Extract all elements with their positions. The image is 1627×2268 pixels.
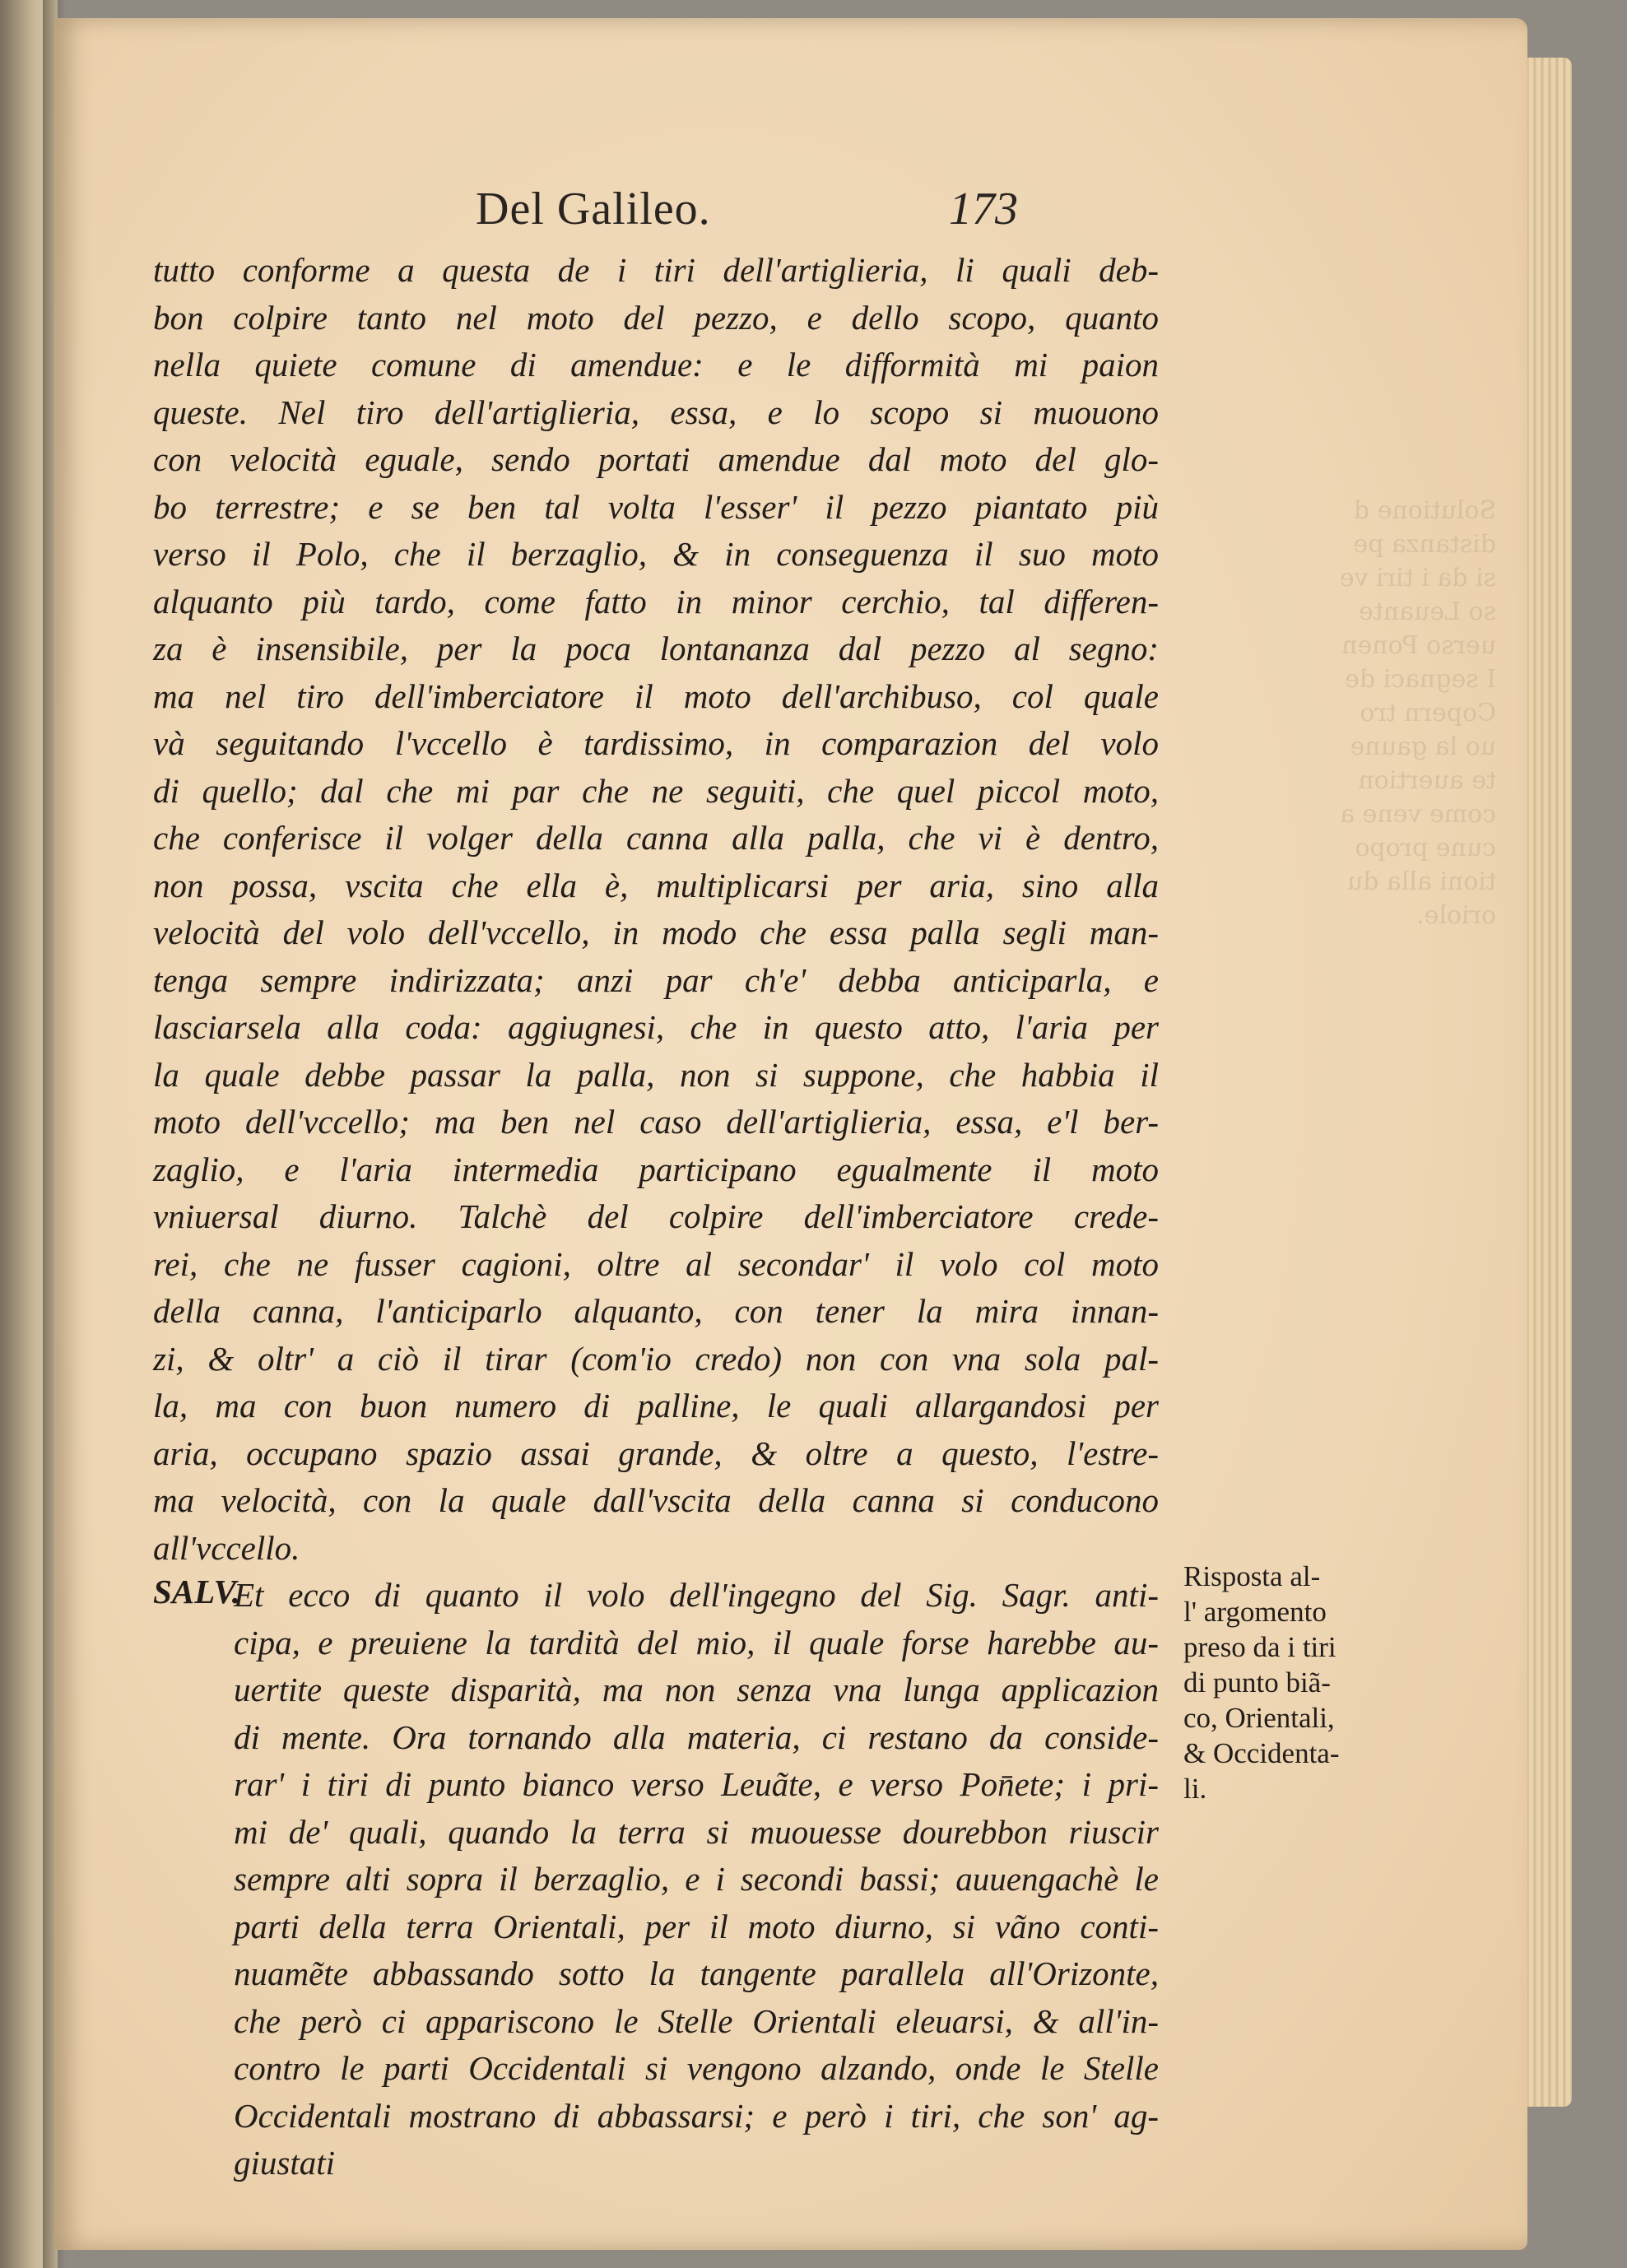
speaker-label: SALV. <box>153 1573 240 1610</box>
text-paragraph-continued <box>153 247 1159 1572</box>
text-line: bo terrestre; e se ben tal volta l'esser' il pezzo piantato più <box>153 487 1159 526</box>
margin-note-line: & Occidenta- <box>1183 1737 1340 1769</box>
text-line: Occidentali mostrano di abbassarsi; e però i tiri, che son' ag- <box>234 2096 1159 2135</box>
text-line: ma nel tiro dell'imberciatore il moto dell'archibuso, col quale <box>153 676 1159 715</box>
text-line: tenga sempre indirizzata; anzi par ch'e' debba anticiparla, e <box>153 960 1159 999</box>
text-line: la, ma con buon numero di palline, le quali allargandosi per <box>153 1387 1159 1424</box>
speaker-paragraph <box>153 1572 1159 2187</box>
text-line: uertite queste disparità, ma non senza vna lunga applicazion <box>234 1671 1159 1708</box>
text-line: mi de' quali, quando la terra si muouesse dourebbon riuscir <box>234 1812 1159 1851</box>
page-number: 173 <box>949 184 1018 235</box>
text-line: lasciarsela alla coda: aggiugnesi, che in questo atto, l'aria per <box>153 1008 1159 1046</box>
text-line: và seguitando l'vccello è tardissimo, in comparazion del volo <box>153 724 1159 762</box>
margin-note-line: l' argomento <box>1183 1596 1327 1628</box>
text-line: che però ci appariscono le Stelle Orientali eleuarsi, & all'in- <box>234 2001 1159 2040</box>
text-line: zaglio, e l'aria intermedia participano egualmente il moto <box>153 1150 1159 1188</box>
page-header <box>451 183 1093 240</box>
text-line: rei, che ne fusser cagioni, oltre al secondar' il volo col moto <box>153 1244 1159 1283</box>
text-line: zi, & oltr' a ciò il tirar (com'io credo) non con vna sola pal- <box>153 1339 1159 1378</box>
margin-note-line: co, Orientali, <box>1183 1702 1335 1734</box>
margin-note-line: li. <box>1183 1773 1207 1805</box>
text-line: di mente. Ora tornando alla materia, ci restano da conside- <box>234 1717 1159 1756</box>
text-line: contro le parti Occidentali si vengono alzando, onde le Stelle <box>234 2049 1159 2087</box>
margin-note-line: di punto biã- <box>1183 1666 1331 1699</box>
text-line: za è insensibile, per la poca lontananza dal pezzo al segno: <box>153 630 1159 667</box>
text-line: cipa, e preuiene la tardità del mio, il quale forse harebbe au- <box>234 1623 1159 1661</box>
text-line: verso il Polo, che il berzaglio, & in conseguenza il suo moto <box>153 535 1159 573</box>
text-line: aria, occupano spazio assai grande, & oltre a questo, l'estre- <box>153 1434 1159 1472</box>
speaker-text <box>153 1572 1159 2187</box>
main-text-block <box>153 247 1159 2187</box>
text-line: tutto conforme a questa de i tiri dell'artiglieria, li quali deb- <box>153 251 1159 289</box>
text-line: sempre alti sopra il berzaglio, e i secondi bassi; auuengachè le <box>234 1860 1159 1898</box>
text-line: Et ecco di quanto il volo dell'ingegno del Sig. Sagr. anti- <box>234 1576 1159 1614</box>
text-line: di quello; dal che mi par che ne seguiti, che quel piccol moto, <box>153 771 1159 810</box>
margin-note-line: Risposta al- <box>1183 1560 1321 1592</box>
running-title: Del Galileo. <box>476 184 711 235</box>
marginal-note <box>1183 1559 1373 1806</box>
text-line: ma velocità, con la quale dall'vscita della canna si conducono <box>153 1481 1159 1519</box>
margin-note-line: preso da i tiri <box>1183 1631 1336 1663</box>
text-line: all'vccello. <box>153 1528 300 1567</box>
bleed-through-note: Solutione d distanza pe si da i tiri ve so Leuante uerso Ponen I segnaci de Copern tro uo la gaune te auertion come vene a cune propo tioni alla du oriole. <box>1339 496 1496 930</box>
text-line: che conferisce il volger della canna alla palla, che vi è dentro, <box>153 819 1159 857</box>
text-line: la quale debbe passar la palla, non si suppone, che habbia il <box>153 1055 1159 1094</box>
text-line: vniuersal diurno. Talchè del colpire dell'imberciatore crede- <box>153 1197 1159 1235</box>
text-line: non possa, vscita che ella è, multiplicarsi per aria, sino alla <box>153 866 1159 904</box>
text-line: moto dell'vccello; ma ben nel caso dell'artiglieria, essa, e'l ber- <box>153 1103 1159 1141</box>
text-line: della canna, l'anticiparlo alquanto, con tener la mira innan- <box>153 1292 1159 1330</box>
text-line: parti della terra Orientali, per il moto diurno, si vãno conti- <box>234 1907 1159 1945</box>
text-line: alquanto più tardo, come fatto in minor cerchio, tal differen- <box>153 582 1159 620</box>
text-line: rar' i tiri di punto bianco verso Leuãte, e verso Pon̄ete; i pri- <box>234 1765 1159 1803</box>
text-line: giustati <box>234 2144 336 2182</box>
text-line: con velocità eguale, sendo portati amendue dal moto del glo- <box>153 440 1159 478</box>
text-line: bon colpire tanto nel moto del pezzo, e dello scopo, quanto <box>153 298 1159 337</box>
text-line: nella quiete comune di amendue: e le difformità mi paion <box>153 346 1159 383</box>
text-line: velocità del volo dell'vccello, in modo che essa palla segli man- <box>153 913 1159 951</box>
text-line: queste. Nel tiro dell'artiglieria, essa, e lo scopo si muouono <box>153 393 1159 431</box>
text-line: nuamẽte abbassando sotto la tangente parallela all'Orizonte, <box>234 1954 1159 1992</box>
